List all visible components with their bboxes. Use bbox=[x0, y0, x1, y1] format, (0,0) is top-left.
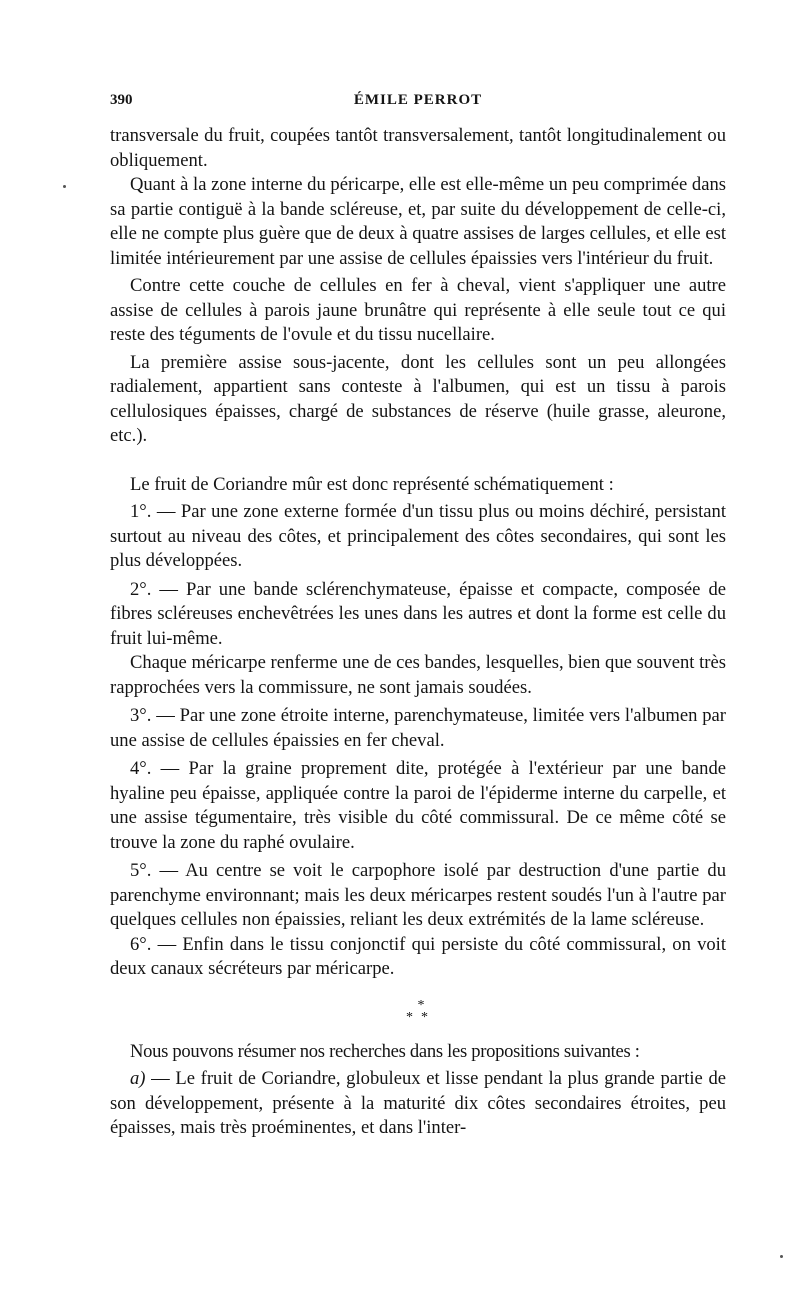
paragraph-point-5: 5°. — Au centre se voit le carpophore isolé par destruction d'une partie du parenchyme environnant; mais les deux méricarpes restent soudés l'un à l'autre par quelques cellules non épaissies, reliant les deux extrémités de la lame scléreuse. bbox=[110, 860, 726, 930]
stray-ink-dot bbox=[780, 1255, 783, 1258]
page-header bbox=[110, 92, 726, 112]
paragraph-point-2: 2°. — Par une bande sclérenchymateuse, épaisse et compacte, composée de fibres scléreuses enchevêtrées les unes dans les autres et dont la forme est celle du fruit lui-même. bbox=[110, 578, 726, 649]
running-title: ÉMILE PERROT bbox=[353, 92, 483, 108]
conclusion-item-a-text: — Le fruit de Coriandre, globuleux et lisse pendant la plus grande partie de son développement, présente à la maturité dix côtes secondaires étroites, peu épaisses, mais très proéminentes, et dans l'inter- bbox=[110, 1068, 726, 1138]
body-text bbox=[110, 124, 726, 1141]
asterism-bottom-stars: ** bbox=[406, 1009, 436, 1025]
asterism-top-star: * bbox=[417, 997, 425, 1013]
paragraph-point-4: 4°. — Par la graine proprement dite, protégée à l'extérieur par une bande hyaline peu épaisse, appliquée contre la paroi de l'épiderme interne du carpelle, et une assise tégumentaire, très visible du côté commissural. De ce même côté se trouve la zone du raphé ovulaire. bbox=[110, 758, 726, 853]
stray-ink-dot bbox=[63, 185, 66, 188]
paragraph-horseshoe-layer: Contre cette couche de cellules en fer à cheval, vient s'appliquer une autre assise de cellules à parois jaune brunâtre qui représente à elle seule tout ce qui reste des téguments de l'ovule et du tissu nucellaire. bbox=[110, 275, 726, 345]
paragraph-summary-intro: Le fruit de Coriandre mûr est donc représenté schématiquement : bbox=[130, 473, 614, 495]
paragraph-pericarp-inner-zone: Quant à la zone interne du péricarpe, elle est elle-même un peu comprimée dans sa partie contiguë à la bande scléreuse, et, par suite du développement de celle-ci, elle ne compte plus guère que de deux à quatre assises de larges cellules, et elle est limitée intérieurement par une assise de cellules épaissies vers l'intérieur du fruit. bbox=[110, 174, 726, 269]
paragraph-point-3: 3°. — Par une zone étroite interne, parenchymateuse, limitée vers l'albumen par une assise de cellules épaissies en fer cheval. bbox=[110, 705, 726, 751]
paragraph-albumen: La première assise sous-jacente, dont les cellules sont un peu allongées radialement, appartient sans conteste à l'albumen, qui est un tissu à parois cellulosiques épaisses, chargé de substances de réserve (huile grasse, aleurone, etc.). bbox=[110, 351, 726, 446]
conclusions-intro: Nous pouvons résumer nos recherches dans les propositions suivantes : bbox=[130, 1040, 640, 1062]
conclusion-item-a bbox=[110, 1067, 726, 1141]
paragraph-point-6: 6°. — Enfin dans le tissu conjonctif qui persiste du côté commissural, on voit deux canaux sécréteurs par méricarpe. bbox=[110, 933, 726, 979]
conclusion-item-a-letter: a) bbox=[130, 1068, 146, 1089]
paragraph-continuation: transversale du fruit, coupées tantôt transversalement, tantôt longitudinalement ou obliquement. bbox=[110, 125, 726, 171]
asterism-separator bbox=[110, 997, 726, 1025]
paragraph-mericarp: Chaque méricarpe renferme une de ces bandes, lesquelles, bien que souvent très rapprochées vers la commissure, ne sont jamais soudées. bbox=[110, 652, 726, 698]
page-number: 390 bbox=[110, 92, 133, 108]
paragraph-point-1: 1°. — Par une zone externe formée d'un tissu plus ou moins déchiré, persistant surtout au niveau des côtes, et principalement des côtes secondaires, qui sont les plus développées. bbox=[110, 501, 726, 571]
